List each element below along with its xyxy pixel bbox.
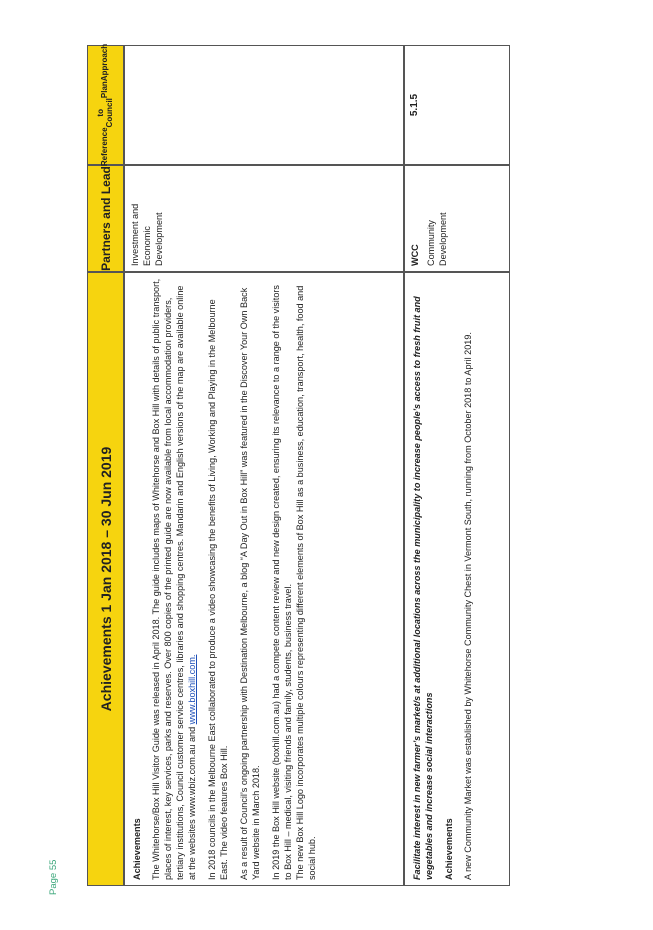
header-achievements: Achievements 1 Jan 2018 – 30 Jun 2019 [87,272,124,886]
header-reference-line: Approach [100,43,110,82]
row2-achievements-cell [404,272,510,886]
header-reference-line: to Council [95,98,114,128]
row2-partners-cell [404,165,510,272]
row1-partners-cell: Investment and Economic Development [124,165,404,272]
row2-achievements-heading: Achievements [444,818,454,880]
row1-achievements-cell [124,272,404,886]
row1-paragraph [270,278,318,880]
row1-logo-text: The new Box Hill Logo incorporates multiple colours representing different elements of Box Hill as a business, education, transport, health, food and social hub. [295,285,317,880]
row1-visitor-guide-text: The Whitehorse/Box Hill Visitor Guide was released in April 2018. The guide includes maps of Whitehorse and Box Hill with details of public transport, places of interest, key services, parks and reserves. Over 800 copies of the printed guide are now available from local accommodation providers, tertiary institutions, Council customer service centres, libraries and shopping centres. Mandarin and English versions of the map are available online at the websites www.wbiz.com.au and [151,278,197,880]
row1-reference-cell [124,45,404,165]
row2-objective: Facilitate interest in new farmer’s market/s at additional locations across the municipality to increase people’s access to fresh fruit and vegetables and increase social interactions [412,296,434,880]
rotated-table-page [87,45,510,886]
row1-achievements-heading: Achievements [132,818,142,880]
header-partners-and-lead: Partners and Lead [87,165,124,272]
achievements-table [87,45,510,886]
header-reference-line: Plan [100,81,110,99]
row1-paragraph [150,278,198,880]
row2-reference-cell: 5.1.5 [404,45,510,165]
header-reference-to-council-plan [87,45,124,165]
row2-paragraph: A new Community Market was established by Whitehorse Community Chest in Vermont South, running from October 2018 to April 2019. [463,332,473,880]
row2-lead: WCC [410,244,420,266]
header-reference-line: Reference [100,127,110,167]
row1-paragraph: As a result of Council’s ongoing partnership with Destination Melbourne, a blog “A Day Out in Box Hill” was featured in the Discover Your Own Back Yard website in March 2018. [239,287,261,880]
page-number: Page 55 [48,859,59,895]
row1-paragraph: In 2018 councils in the Melbourne East collaborated to produce a video showcasing the benefits of Living, Working and Playing in the Melbourne East. The video features Box Hill. [207,299,229,880]
row2-partners: Community Development [426,212,448,266]
boxhill-website-link[interactable]: www.boxhill.com. [187,654,197,725]
row1-website-review-text: In 2019 the Box Hill website (boxhill.com.au) had a compete content review and new design created, ensuring its relevance to a range of the visitors to Box Hill – medical, visiting friends and family, students, business travel. [271,285,293,880]
